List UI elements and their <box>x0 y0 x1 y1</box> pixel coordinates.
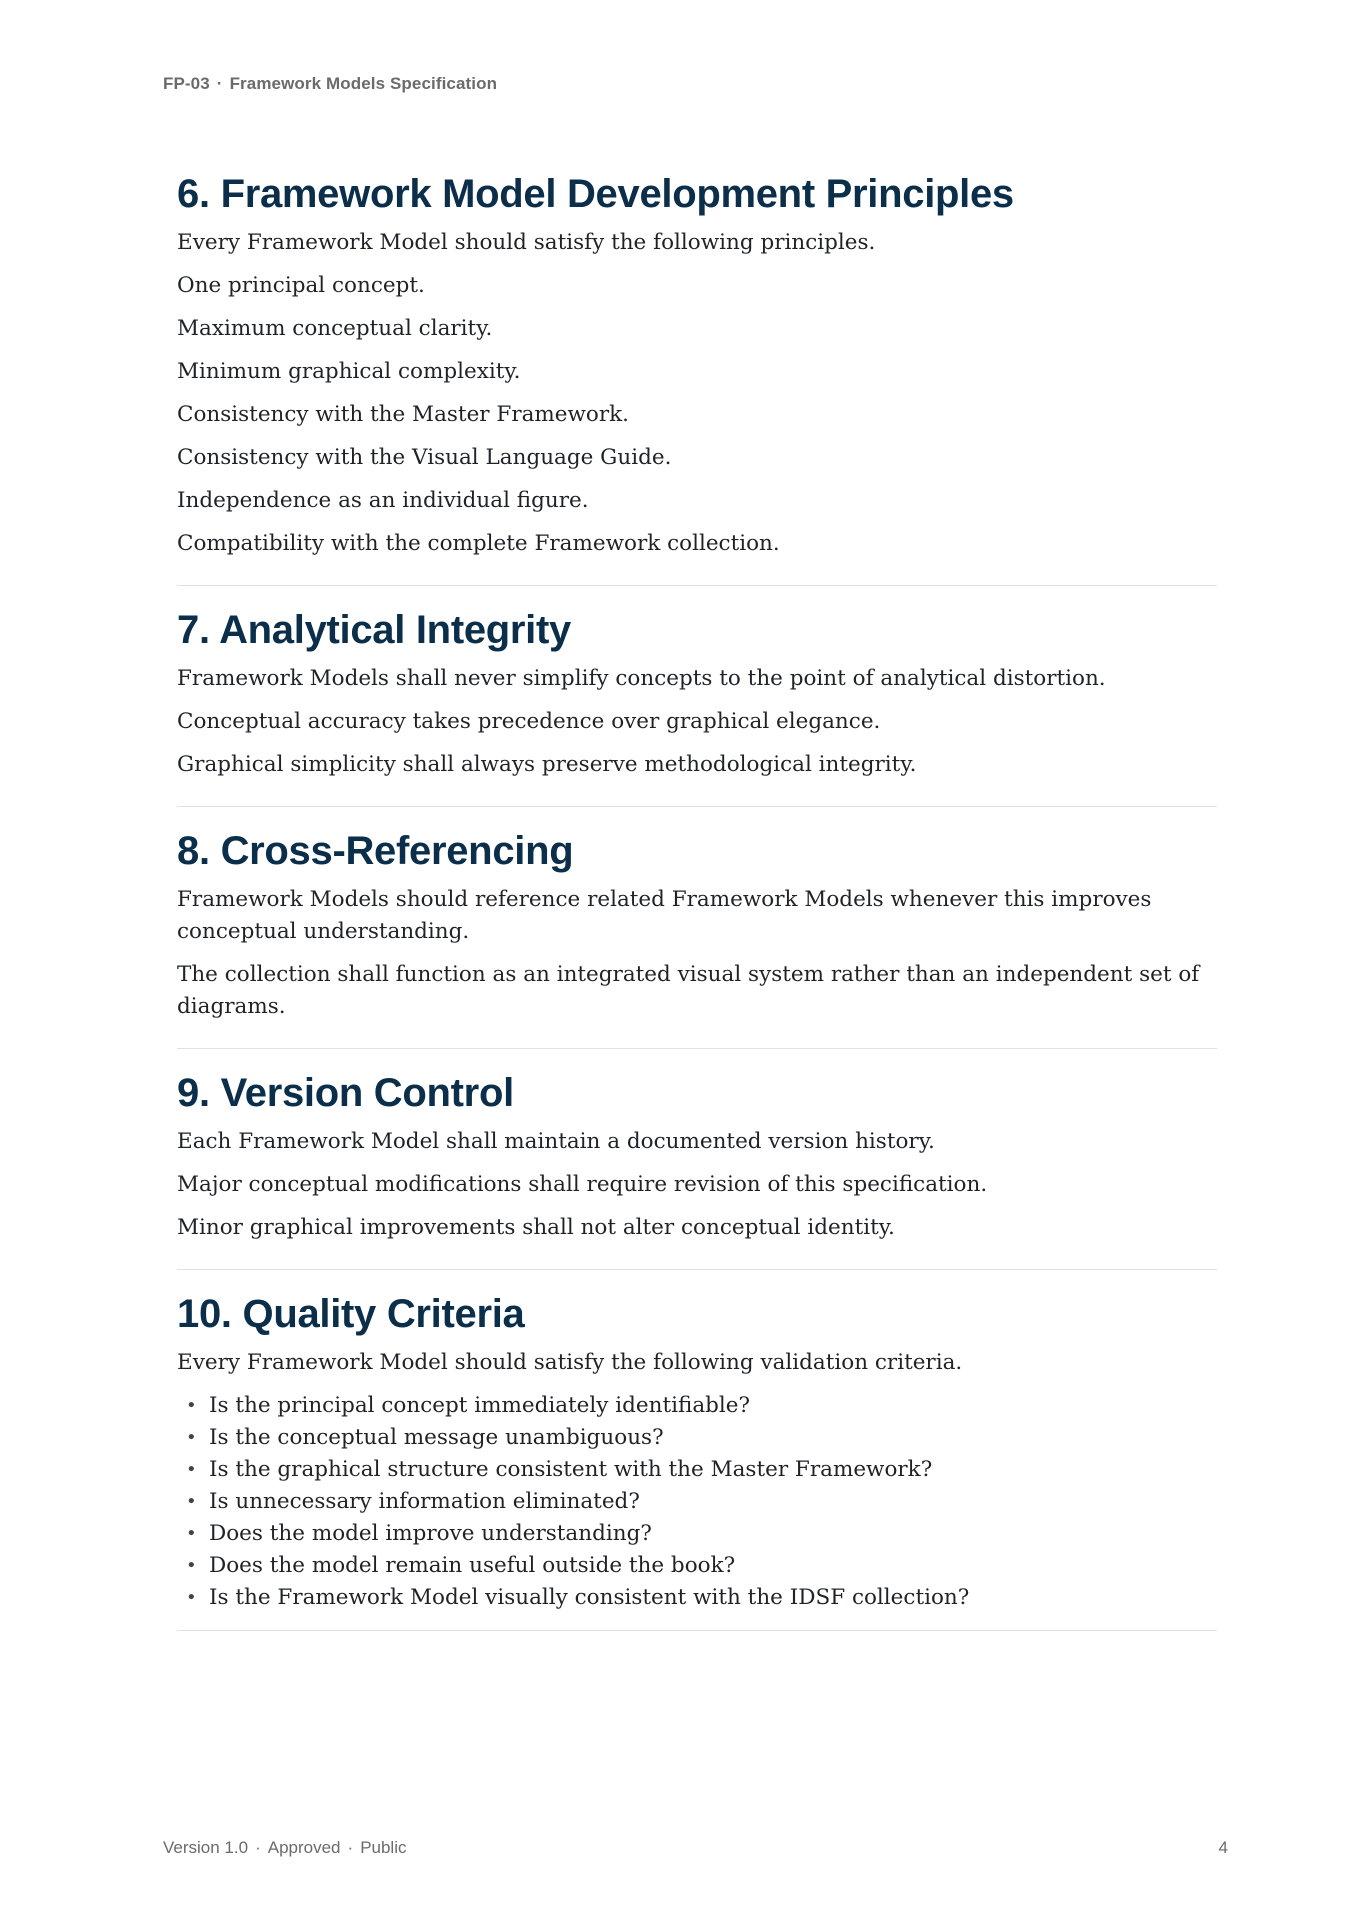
document-title: Framework Models Specification <box>229 74 498 93</box>
list-item <box>177 1582 1217 1614</box>
bullet-icon: • <box>186 1491 197 1512</box>
list-item <box>177 1486 1217 1518</box>
bullet-icon: • <box>186 1395 197 1416</box>
running-header <box>163 74 497 94</box>
paragraph: Each Framework Model shall maintain a documented version history. <box>177 1129 935 1154</box>
section-heading: 8. Cross-Referencing <box>177 829 574 873</box>
paragraph: One principal concept. <box>177 273 425 298</box>
paragraph: Compatibility with the complete Framework collection. <box>177 531 780 556</box>
list-item <box>177 1390 1217 1422</box>
paragraph: Graphical simplicity shall always preserve methodological integrity. <box>177 752 917 777</box>
bullet-icon: • <box>186 1459 197 1480</box>
section-heading: 9. Version Control <box>177 1071 514 1115</box>
paragraph: Consistency with the Master Framework. <box>177 402 630 427</box>
list-item <box>177 1454 1217 1486</box>
list-item-text: Is the Framework Model visually consistent with the IDSF collection? <box>209 1585 970 1610</box>
list-item <box>177 1422 1217 1454</box>
classification-label: Public <box>360 1838 407 1857</box>
page-footer <box>163 1838 407 1858</box>
list-item-text: Is the conceptual message unambiguous? <box>209 1425 664 1450</box>
paragraph: Major conceptual modifications shall require revision of this specification. <box>177 1172 988 1197</box>
paragraph: Minimum graphical complexity. <box>177 359 521 384</box>
paragraph: Every Framework Model should satisfy the following validation criteria. <box>177 1350 963 1375</box>
document-body <box>177 170 1217 1651</box>
paragraph: Independence as an individual figure. <box>177 488 589 513</box>
list-item-text: Does the model improve understanding? <box>209 1521 652 1546</box>
paragraph: The collection shall function as an integrated visual system rather than an independent set of diagrams. <box>177 962 1200 1019</box>
paragraph: Every Framework Model should satisfy the following principles. <box>177 230 876 255</box>
paragraph: Maximum conceptual clarity. <box>177 316 493 341</box>
list-item-text: Is the principal concept immediately identifiable? <box>209 1393 751 1418</box>
section-heading: 6. Framework Model Development Principles <box>177 172 1014 216</box>
footer-separator: · <box>347 1838 354 1857</box>
list-item-text: Is the graphical structure consistent with the Master Framework? <box>209 1457 933 1482</box>
section-heading: 7. Analytical Integrity <box>177 608 571 652</box>
criteria-list <box>177 1390 1217 1614</box>
bullet-icon: • <box>186 1427 197 1448</box>
list-item-text: Does the model remain useful outside the book? <box>209 1553 736 1578</box>
paragraph: Framework Models shall never simplify concepts to the point of analytical distortion. <box>177 666 1106 691</box>
bullet-icon: • <box>186 1587 197 1608</box>
section-heading: 10. Quality Criteria <box>177 1292 525 1336</box>
section-analytical-integrity <box>177 606 1217 807</box>
list-item-text: Is unnecessary information eliminated? <box>209 1489 640 1514</box>
document-id: FP-03 <box>163 74 210 93</box>
page-number: 4 <box>1218 1838 1228 1857</box>
footer-separator: · <box>255 1838 261 1857</box>
section-quality-criteria <box>177 1290 1217 1631</box>
header-separator: · <box>216 74 223 93</box>
section-version-control <box>177 1069 1217 1270</box>
paragraph: Framework Models should reference related Framework Models whenever this improves conceptual understanding. <box>177 887 1152 944</box>
bullet-icon: • <box>186 1555 197 1576</box>
status-label: Approved <box>267 1838 341 1857</box>
paragraph: Conceptual accuracy takes precedence over graphical elegance. <box>177 709 881 734</box>
list-item <box>177 1518 1217 1550</box>
version-label: Version 1.0 <box>163 1838 249 1857</box>
section-development-principles <box>177 170 1217 586</box>
paragraph: Consistency with the Visual Language Guide. <box>177 445 672 470</box>
bullet-icon: • <box>186 1523 197 1544</box>
paragraph: Minor graphical improvements shall not alter conceptual identity. <box>177 1215 895 1240</box>
section-cross-referencing <box>177 827 1217 1049</box>
list-item <box>177 1550 1217 1582</box>
